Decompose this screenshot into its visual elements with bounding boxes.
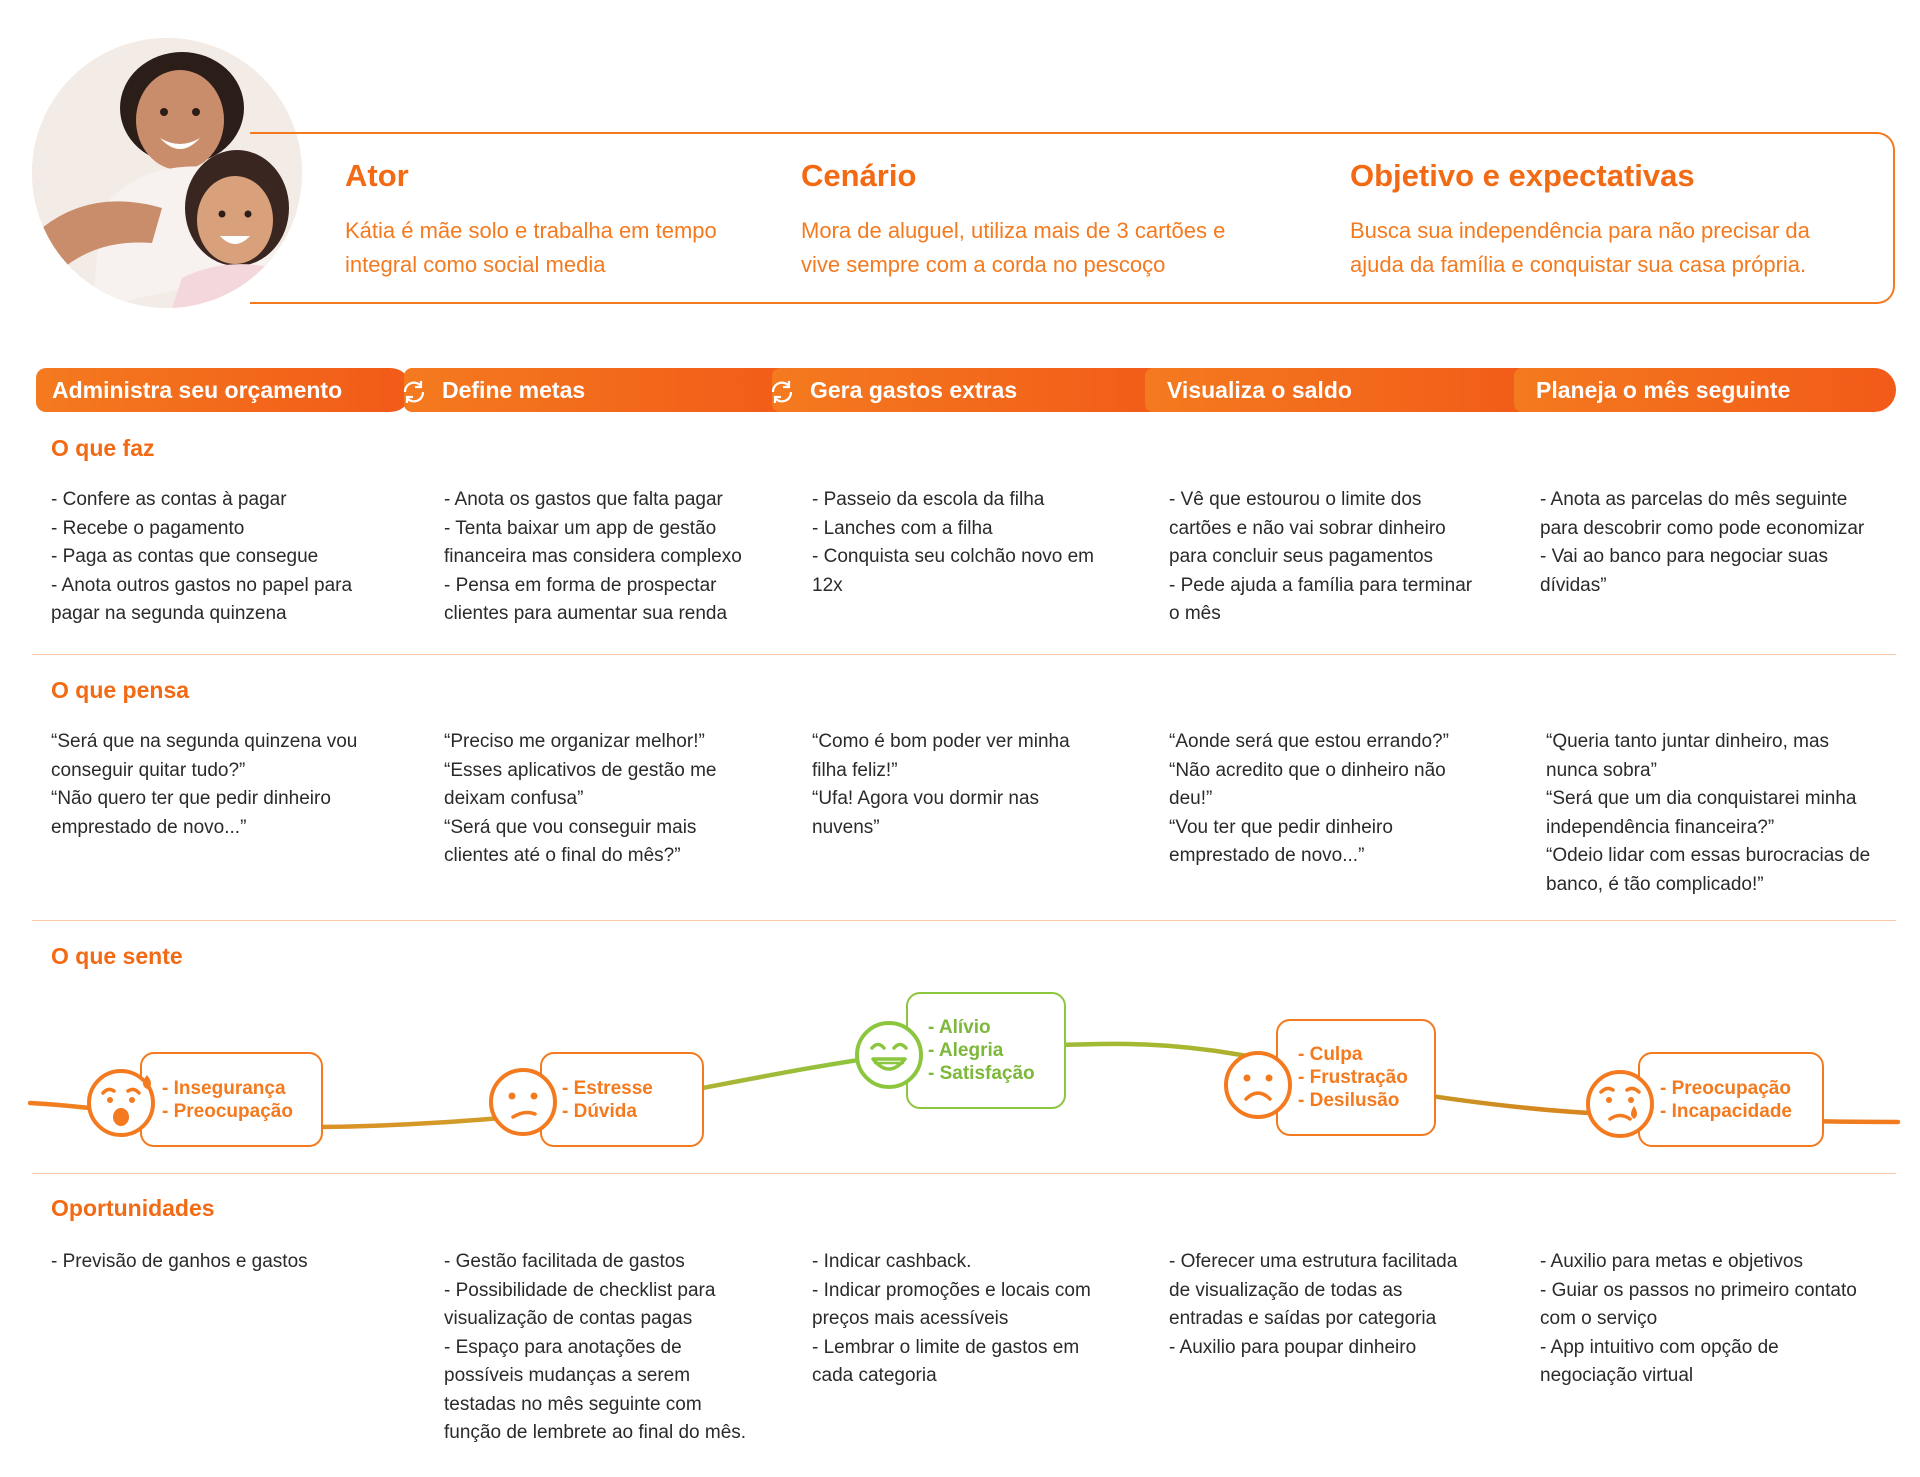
list-item: - Vê que estourou o limite dos (1169, 489, 1422, 510)
emotion-label: - Preocupação (1660, 1077, 1791, 1099)
sad-face-icon (1222, 1049, 1294, 1121)
list-item: função de lembrete ao final do mês. (444, 1422, 747, 1443)
stage-label: Visualiza o saldo (1167, 376, 1352, 403)
list-item: para concluir seus pagamentos (1169, 546, 1434, 567)
list-item: 12x (812, 574, 843, 596)
list-item: “Queria tanto juntar dinheiro, mas (1546, 731, 1830, 752)
goals-line-1: Busca sua independência para não precisar da (1350, 218, 1810, 243)
list-item: - Indicar promoções e locais com (812, 1279, 1091, 1301)
section-title-pensa: O que pensa (51, 677, 190, 703)
list-item: - Passeio da escola da filha (812, 489, 1045, 510)
list-item: visualização de contas pagas (444, 1308, 693, 1329)
emotion-box (906, 992, 1066, 1109)
worried-face-icon (487, 1066, 559, 1138)
oportunidades-column-2 (444, 1248, 746, 1448)
stage-label: Define metas (442, 376, 586, 403)
section-divider (32, 1173, 1896, 1174)
emotion-label: - Preocupação (162, 1100, 293, 1122)
list-item: dívidas” (1540, 574, 1607, 596)
list-item: emprestado de novo...” (1169, 845, 1365, 866)
list-item: “Será que na segunda quinzena vou (51, 731, 358, 752)
goals-title: Objetivo e expectativas (1350, 158, 1695, 193)
list-item: negociação virtual (1540, 1365, 1694, 1386)
list-item: - Vai ao banco para negociar suas (1540, 546, 1828, 567)
list-item: “Como é bom poder ver minha (812, 731, 1070, 752)
emotion-label: - Estresse (562, 1077, 653, 1099)
list-item: possíveis mudanças a serem (444, 1365, 691, 1386)
stage-label: Planeja o mês seguinte (1536, 376, 1791, 403)
list-item: - Possibilidade de checklist para (444, 1279, 716, 1301)
list-item: cada categoria (812, 1365, 937, 1386)
list-item: - Gestão facilitada de gastos (444, 1251, 685, 1272)
list-item: “Aonde será que estou errando?” (1169, 731, 1449, 752)
happy-face-icon (853, 1019, 925, 1091)
list-item: - Pede ajuda a família para terminar (1169, 574, 1473, 596)
list-item: - Anota os gastos que falta pagar (444, 489, 723, 510)
list-item: “Odeio lidar com essas burocracias de (1546, 845, 1871, 866)
list-item: nunca sobra” (1546, 759, 1657, 781)
emotion-label: - Desilusão (1298, 1090, 1400, 1111)
section-title-oportunidades: Oportunidades (51, 1195, 215, 1221)
list-item: “Não quero ter que pedir dinheiro (51, 788, 331, 809)
list-item: - Lembrar o limite de gastos em (812, 1336, 1080, 1358)
list-item: com o serviço (1540, 1308, 1658, 1329)
scenario-line-1: Mora de aluguel, utiliza mais de 3 cartões e (801, 218, 1226, 243)
actor-line-2: integral como social media (345, 252, 606, 277)
cycle-arrows-icon (768, 378, 796, 406)
list-item: conseguir quitar tudo?” (51, 759, 246, 781)
list-item: financeira mas considera complexo (444, 546, 742, 567)
list-item: - Guiar os passos no primeiro contato (1540, 1279, 1857, 1301)
list-item: “Esses aplicativos de gestão me (444, 759, 717, 781)
list-item: para descobrir como pode economizar (1540, 517, 1865, 539)
list-item: cartões e não vai sobrar dinheiro (1169, 517, 1446, 539)
emotion-box (140, 1052, 323, 1147)
emotion-box (1638, 1052, 1824, 1147)
emotion-label: - Alegria (928, 1040, 1004, 1061)
list-item: - Auxilio para metas e objetivos (1540, 1251, 1803, 1272)
list-item: - Paga as contas que consegue (51, 546, 319, 567)
list-item: clientes para aumentar sua renda (444, 603, 728, 624)
list-item: “Ufa! Agora vou dormir nas (812, 788, 1040, 809)
list-item: - Tenta baixar um app de gestão (444, 517, 717, 539)
list-item: independência financeira?” (1546, 816, 1775, 838)
oportunidades-column-5 (1540, 1248, 1857, 1391)
list-item: o mês (1169, 603, 1221, 624)
emotion-label: - Culpa (1298, 1044, 1363, 1065)
list-item: deu!” (1169, 788, 1213, 809)
crying-face-icon (1584, 1068, 1656, 1140)
list-item: “Preciso me organizar melhor!” (444, 731, 705, 752)
list-item: - Anota outros gastos no papel para (51, 574, 353, 596)
stage-label: Gera gastos extras (810, 376, 1018, 403)
stage-label: Administra seu orçamento (52, 376, 343, 403)
list-item: - Oferecer uma estrutura facilitada (1169, 1251, 1458, 1272)
list-item: “Vou ter que pedir dinheiro (1169, 816, 1393, 838)
list-item: pagar na segunda quinzena (51, 603, 287, 624)
emotion-label: - Incapacidade (1660, 1100, 1792, 1122)
section-title-sente: O que sente (51, 943, 183, 969)
anxious-sweat-face-icon (85, 1067, 157, 1139)
list-item: - App intuitivo com opção de (1540, 1336, 1779, 1358)
section-title-faz: O que faz (51, 435, 155, 461)
oportunidades-column-1 (51, 1248, 308, 1277)
emotion-label: - Alívio (928, 1017, 991, 1038)
actor-title: Ator (345, 158, 409, 193)
list-item: - Anota as parcelas do mês seguinte (1540, 489, 1848, 510)
actor-line-1: Kátia é mãe solo e trabalha em tempo (345, 218, 717, 243)
list-item: clientes até o final do mês?” (444, 845, 681, 866)
list-item: preços mais acessíveis (812, 1308, 1009, 1329)
list-item: - Auxilio para poupar dinheiro (1169, 1336, 1417, 1358)
list-item: “Não acredito que o dinheiro não (1169, 759, 1446, 781)
list-item: - Conquista seu colchão novo em (812, 546, 1094, 567)
scenario-line-2: vive sempre com a corda no pescoço (801, 252, 1166, 277)
emotion-label: - Frustração (1298, 1067, 1408, 1088)
list-item: - Confere as contas à pagar (51, 489, 287, 510)
list-item: de visualização de todas as (1169, 1279, 1403, 1301)
scenario-title: Cenário (801, 158, 917, 193)
emotion-label: - Insegurança (162, 1077, 286, 1099)
list-item: - Espaço para anotações de (444, 1336, 682, 1358)
list-item: filha feliz!” (812, 759, 898, 781)
list-item: “Será que vou conseguir mais (444, 816, 697, 838)
list-item: - Recebe o pagamento (51, 517, 245, 539)
emotion-label: - Dúvida (562, 1100, 637, 1122)
list-item: testadas no mês seguinte com (444, 1393, 702, 1415)
cycle-arrows-icon (400, 378, 428, 406)
list-item: - Previsão de ganhos e gastos (51, 1251, 308, 1272)
list-item: - Indicar cashback. (812, 1251, 972, 1272)
list-item: deixam confusa” (444, 788, 584, 809)
oportunidades-column-4 (1169, 1248, 1457, 1362)
oportunidades-column-3 (812, 1248, 1091, 1391)
list-item: nuvens” (812, 816, 880, 838)
list-item: - Lanches com a filha (812, 517, 993, 539)
list-item: banco, é tão complicado!” (1546, 873, 1764, 895)
emotion-box (1276, 1019, 1436, 1136)
goals-line-2: ajuda da família e conquistar sua casa própria. (1350, 252, 1807, 277)
list-item: “Será que um dia conquistarei minha (1546, 788, 1857, 809)
list-item: - Pensa em forma de prospectar (444, 574, 717, 596)
list-item: entradas e saídas por categoria (1169, 1308, 1437, 1329)
emotion-box (540, 1052, 704, 1147)
list-item: emprestado de novo...” (51, 816, 247, 838)
emotion-label: - Satisfação (928, 1063, 1035, 1084)
